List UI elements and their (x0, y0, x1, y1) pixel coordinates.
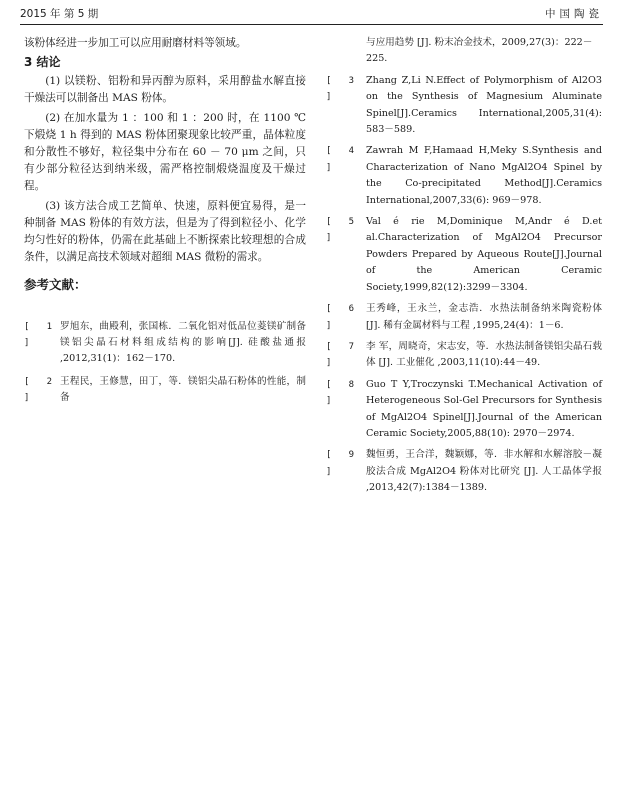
reference-number: [ 4 ] (326, 146, 356, 173)
reference-number: [ 2 ] (24, 376, 54, 404)
reference-8 (326, 377, 602, 443)
left-column (24, 35, 306, 413)
running-header (20, 6, 603, 22)
reference-2-continuation: 与应用趋势 [J]. 粉末冶金技术，2009,27(3)：222－225. (366, 37, 593, 65)
reference-text: 罗旭东，曲殿利，张国栋．二氧化铝对低品位菱镁矿制备镁铝尖晶石材料组成结构的影响[J]. 硅酸盐通报 ,2012,31(1)：162－170. (60, 320, 306, 365)
header-rule (20, 24, 603, 25)
reference-1 (24, 319, 306, 368)
reference-7 (326, 339, 602, 372)
issue-label: 2015 年 第 5 期 (20, 8, 99, 20)
reference-text: 李 军，周晓奇，宋志安，等．水热法制备镁铝尖晶石载体 [J]. 工业催化 ,2003,11(10):44－49. (366, 340, 602, 369)
reference-text: 王程民，王修慧，田丁，等．镁铝尖晶石粉体的性能，制备 (60, 375, 306, 404)
reference-number: [ 3 ] (326, 75, 356, 103)
conclusion-paragraph-1: (1) 以镁粉、铝粉和异丙醇为原料，采用醇盐水解直接干燥法可以制备出 MAS 粉体。 (24, 74, 306, 104)
reference-number: [ 8 ] (326, 379, 356, 407)
reference-number: [ 7 ] (326, 341, 356, 369)
journal-name: 中国陶瓷 (545, 8, 603, 20)
reference-number: [ 9 ] (326, 450, 356, 477)
reference-2 (24, 374, 306, 407)
reference-4 (326, 143, 602, 209)
reference-text: Zhang Z,Li N.Effect of Polymorphism of Al2O3 on the Synthesis of Magnesium Aluminate Spinel[J].Ceramics International,2005,31(4): 583－589. (366, 74, 602, 136)
reference-text: 魏恒勇，王合洋，魏颖娜，等．非水解和水解溶胶－凝胶法合成 MgAl2O4 粉体对比研究 [J]. 人工晶体学报 ,2013,42(7):1384－1389. (366, 449, 602, 494)
reference-number: [ 5 ] (326, 217, 356, 244)
intro-line: 该粉体经进一步加工可以应用耐磨材料等领域。 (24, 37, 247, 49)
reference-number: [ 1 ] (24, 321, 54, 348)
reference-number: [ 6 ] (326, 304, 356, 331)
conclusion-paragraph-3: (3) 该方法合成工艺简单、快速，原料便宜易得，是一种制备 MAS 粉体的有效方法，但是为了得到粒径小、化学均匀性好的粉体，仍需在此基础上不断探索比较理想的合成条件，以满足高技术领域对超细 MAS 微粉的需求。 (24, 200, 306, 263)
reference-text: Zawrah M F,Hamaad H,Meky S.Synthesis and Characterization of Nano MgAl2O4 Spinel by the Co-precipitated Method[J].Ceramics International,2007,33(6): 969－978. (366, 145, 602, 206)
reference-text: Val é rie M,Dominique M,Andr é D.et al.Characterization of MgAl2O4 Precursor Powders Prepared by Aqueous Route[J].Journal of the American Ceramic Society,1999,82(12):3299－3304. (366, 216, 602, 293)
reference-9 (326, 447, 602, 496)
right-column (326, 35, 602, 502)
reference-text: 王秀峰，王永兰，金志浩．水热法制备纳米陶瓷粉体 [J]. 稀有金属材料与工程 ,1995,24(4)：1－6. (366, 303, 602, 331)
reference-6 (326, 301, 602, 334)
references-heading: 参考文献： (24, 276, 87, 292)
reference-5 (326, 214, 602, 296)
conclusion-paragraph-2: (2) 在加水量为 1 ：100 和 1 ：200 时，在 1100 ℃ 下煅烧 1 h 得到的 MAS 粉体团聚现象比较严重，晶体粒度和分散性不够好，粒径集中分布在 60 － 70 μm 之间，只有少部分粒径达到纳米级，需严格控制煅烧温度及干燥过程。 (24, 112, 306, 192)
conclusion-heading: 3 结论 (24, 54, 61, 69)
reference-3 (326, 73, 602, 139)
reference-text: Guo T Y,Troczynski T.Mechanical Activation of Heterogeneous Sol-Gel Precursors for Synthesis of MgAl2O4 Spinel[J].Journal of the American Ceramic Society,2005,88(10): 2970－2974. (366, 378, 602, 439)
